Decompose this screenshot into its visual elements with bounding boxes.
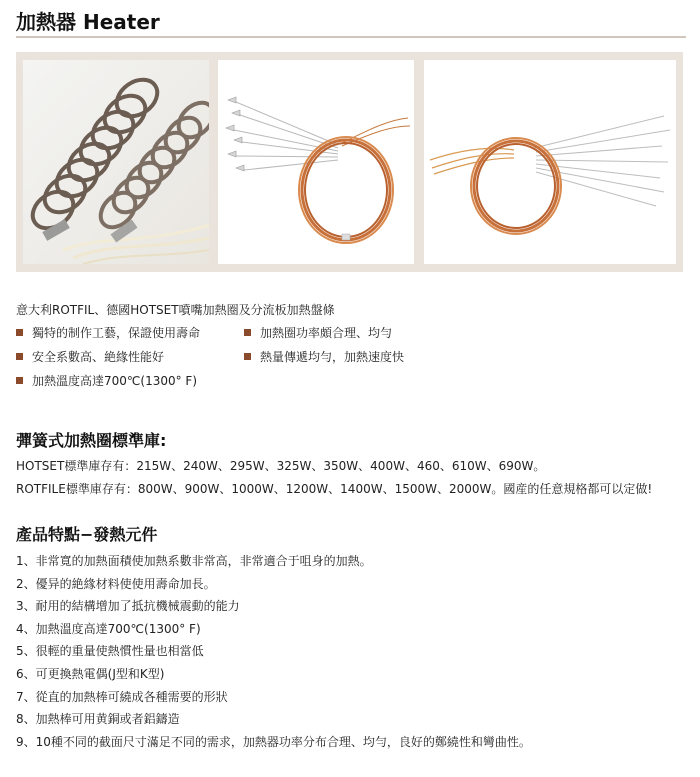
- list-item: 4、加熱溫度高達700℃(1300° F): [16, 621, 201, 636]
- list-item: 2、優异的絶緣材料使使用壽命加長。: [16, 576, 216, 591]
- list-item: 3、耐用的結構增加了抵抗機械震動的能力: [16, 599, 240, 614]
- bullet-item: 熱量傳遞均勻，加熱速度快: [244, 348, 604, 364]
- features-heading: 產品特點−發熱元件: [16, 525, 158, 544]
- square-bullet-icon: [16, 329, 23, 336]
- features-list: [16, 550, 531, 753]
- rotfile-stock-line: ROTFILE標準庫存有：800W、900W、1000W、1200W、1400W、1500W、2000W。國産的任意規格都可以定做!: [16, 482, 653, 496]
- title-divider: [16, 36, 686, 38]
- list-item: 6、可更換熱電偶(J型和K型): [16, 666, 165, 681]
- square-bullet-icon: [244, 353, 251, 360]
- page-title: 加熱器 Heater: [16, 10, 160, 34]
- feature-bullets: [16, 324, 656, 388]
- list-item: 7、從直的加熱棒可繞成各種需要的形狀: [16, 689, 228, 704]
- bullet-item: 加熱圈功率頗合理、均勻: [244, 324, 604, 340]
- square-bullet-icon: [16, 377, 23, 384]
- square-bullet-icon: [16, 353, 23, 360]
- spring-coil-heaters-photo: [23, 60, 209, 264]
- copper-coil-heater-photo-1: [218, 60, 414, 264]
- product-gallery: [16, 52, 683, 272]
- hotset-stock-line: HOTSET標準庫存有：215W、240W、295W、325W、350W、400W、460、610W、690W。: [16, 459, 546, 473]
- intro-text: 意大利ROTFIL、德國HOTSET噴嘴加熱圈及分流板加熱盤條: [16, 303, 335, 317]
- library-heading: 彈簧式加熱圈標準庫:: [16, 431, 167, 450]
- bullet-item: 安全系數高、絶緣性能好: [16, 348, 244, 364]
- square-bullet-icon: [244, 329, 251, 336]
- list-item: 8、加熱棒可用黄銅或者鋁鑄造: [16, 712, 180, 727]
- list-item: 1、非常寬的加熱面積使加熱系數非常高，非常適合于咀身的加熱。: [16, 554, 372, 568]
- bullet-item: 加熱溫度高達700℃(1300° F): [16, 372, 244, 388]
- list-item: 5、很輕的重量使熱慣性量也相當低: [16, 644, 204, 659]
- copper-coil-heater-photo-2: [424, 60, 676, 264]
- list-item: 9、10種不同的截面尺寸滿足不同的需求，加熱器功率分布合理、均勻，良好的鄭繞性和彎曲性。: [16, 734, 531, 749]
- bullet-item: 獨特的制作工藝，保證使用壽命: [16, 324, 244, 340]
